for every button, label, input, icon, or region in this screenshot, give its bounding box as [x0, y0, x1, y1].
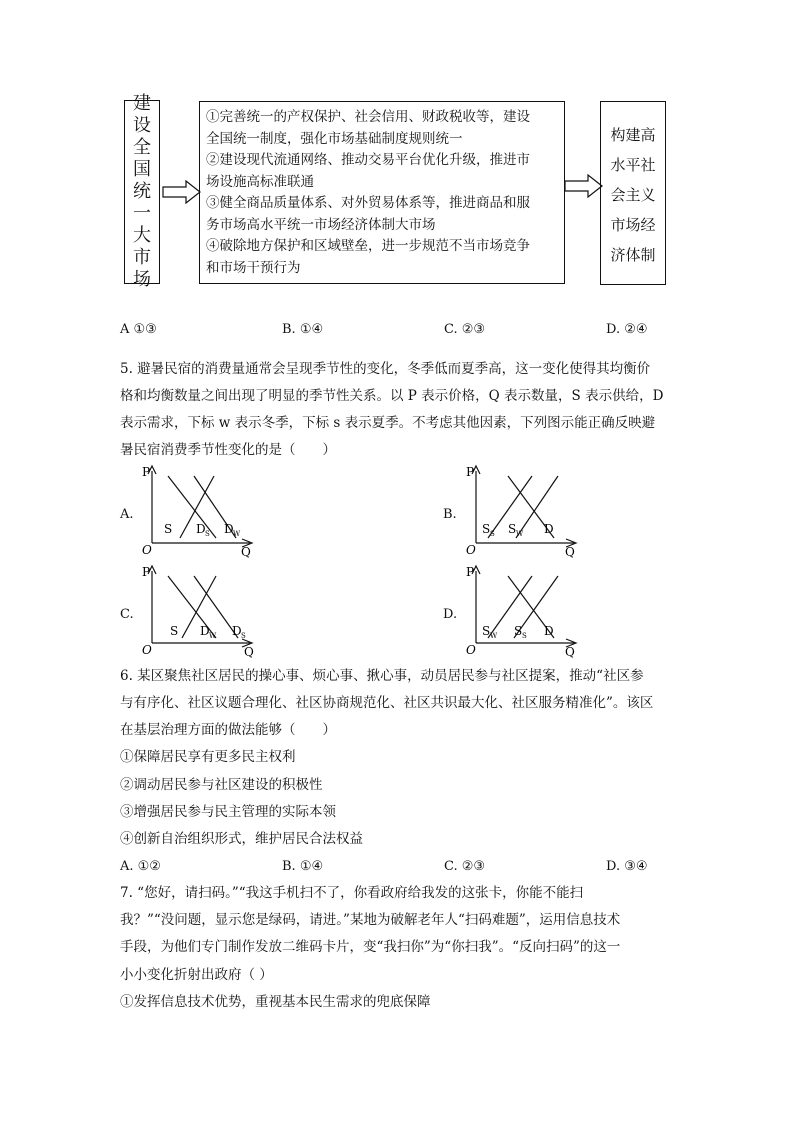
graph-b-label-2: S: [508, 522, 517, 536]
graph-a: [138, 463, 258, 558]
graph-a-letter: A.: [120, 507, 134, 522]
flow-arrow-right: [564, 174, 604, 198]
graph-b-sub-2: W: [516, 530, 524, 538]
graph-d-label-2: S: [514, 624, 523, 638]
graph-c-p-label: P: [142, 565, 151, 579]
flow-left-char: 一: [133, 203, 151, 224]
q6-line: ②调动居民参与社区建设的积极性: [120, 777, 323, 793]
q5-line: 表示需求，下标 w 表示冬季，下标 s 表示夏季。不考虑其他因素，下列图示能正确反映避: [120, 415, 656, 431]
flow-left-char: 统: [133, 181, 151, 202]
flow-right-line: 市场经: [610, 216, 656, 234]
q6-option-c: C. ②③: [444, 859, 486, 874]
q6-option-b: B. ①④: [282, 859, 324, 874]
graph-c-label-2: D: [200, 624, 210, 638]
q4-option-b: B. ①④: [282, 322, 324, 337]
flow-middle-line: 全国统一制度，强化市场基础制度规则统一: [206, 130, 463, 147]
graph-b-p-label: P: [466, 465, 475, 479]
flow-left-box: [124, 93, 160, 290]
graph-a-label-3: D: [224, 522, 234, 536]
flow-middle-line: 和市场干预行为: [206, 259, 301, 276]
q7-line: 我？”“没问题，显示您是绿码，请进。”某地为破解老年人“扫码难题”，运用信息技术: [120, 912, 621, 928]
flow-middle-line: 务市场高水平统一市场经济体制大市场: [206, 216, 436, 233]
graph-b-letter: B.: [443, 507, 457, 522]
flow-right-line: 水平社: [610, 156, 656, 174]
flow-left-char: 市: [133, 247, 151, 268]
graph-d-letter: D.: [443, 607, 458, 622]
graph-d-label-3: D: [544, 624, 554, 638]
flow-left-char: 场: [133, 269, 151, 290]
graph-a-label-2: D: [196, 522, 206, 536]
graph-a-q-label: Q: [241, 545, 251, 558]
q7-line: 7. “您好，请扫码。”“我这手机扫不了，你看政府给我发的这张卡，你能不能扫: [120, 885, 584, 901]
graph-c-label-1: S: [170, 624, 179, 638]
flow-arrow-left: [162, 180, 202, 204]
q6-line: ①保障居民享有更多民主权利: [120, 749, 296, 765]
graph-d-curve-1: [488, 576, 532, 638]
flow-middle-box: [199, 101, 565, 284]
graph-d-origin-label: O: [466, 643, 476, 657]
q6-option-a: A. ①②: [120, 859, 161, 874]
q6-option-d: D. ③④: [606, 859, 648, 874]
graph-c: [138, 563, 258, 658]
q7-line: ①发挥信息技术优势，重视基本民生需求的兜底保障: [120, 994, 431, 1010]
q4-option-d: D. ②④: [606, 322, 648, 337]
graph-a-origin-label: O: [142, 543, 152, 557]
graph-d-label-1: S: [482, 624, 491, 638]
graph-c-q-label: Q: [244, 645, 254, 658]
flow-left-char: 全: [133, 137, 151, 158]
graph-b-label-3: D: [544, 522, 554, 536]
q6-line: 在基层治理方面的做法能够（ ）: [120, 722, 336, 738]
flow-left-char: 国: [133, 159, 151, 180]
q5-line: 暑民宿消费季节性变化的是（ ）: [120, 442, 336, 458]
graph-c-letter: C.: [120, 607, 134, 622]
q5-line: 格和均衡数量之间出现了明显的季节性关系。以 P 表示价格，Q 表示数量，S 表示供给，D: [120, 388, 664, 404]
q4-option-a: A ①③: [120, 322, 157, 337]
flow-middle-line: ③健全商品质量体系、对外贸易体系等，推进商品和服: [206, 195, 530, 211]
graph-b: [462, 463, 582, 558]
graph-c-curve-3: [182, 576, 216, 638]
graph-d: [462, 563, 582, 658]
flow-middle-line: ①完善统一的产权保护、社会信用、财政税收等，建设: [206, 109, 530, 125]
graph-c-label-3: D: [232, 624, 242, 638]
graph-b-q-label: Q: [565, 545, 575, 558]
graph-a-label-1: S: [164, 522, 173, 536]
graph-a-p-label: P: [142, 465, 151, 479]
flow-left-char: 建: [133, 93, 151, 114]
q6-line: 6. 某区聚焦社区居民的操心事、烦心事、揪心事，动员居民参与社区提案，推动“社区参: [120, 668, 644, 684]
flow-middle-line: ④破除地方保护和区域壁垒，进一步规范不当市场竞争: [206, 238, 530, 254]
flow-right-line: 会主义: [610, 186, 656, 204]
graph-a-sub-3: W: [233, 530, 241, 538]
graph-d-sub-1: W: [490, 632, 498, 640]
flow-right-line: 济体制: [610, 246, 656, 264]
q4-option-c: C. ②③: [444, 322, 486, 337]
flow-left-char: 大: [133, 225, 151, 246]
graph-a-sub-2: S: [205, 530, 210, 538]
q7-line: 小小变化折射出政府（ ）: [120, 967, 273, 983]
flow-left-char: 设: [133, 115, 151, 136]
graph-d-p-label: P: [466, 565, 475, 579]
flow-right-box: [600, 101, 666, 285]
graph-c-sub-2: W: [209, 632, 217, 640]
graph-d-sub-2: S: [522, 632, 527, 640]
graph-d-q-label: Q: [565, 645, 575, 658]
q6-line: ④创新自治组织形式，维护居民合法权益: [120, 831, 363, 847]
graph-c-origin-label: O: [142, 643, 152, 657]
flow-middle-line: 场设施高标准联通: [206, 173, 314, 190]
graph-b-sub-1: S: [490, 530, 495, 538]
graph-c-sub-3: S: [241, 632, 246, 640]
graph-b-label-1: S: [482, 522, 491, 536]
flow-middle-line: ②建设现代流通网络、推动交易平台优化升级，推进市: [206, 152, 530, 168]
flow-right-line: 构建高: [610, 126, 656, 144]
q7-line: 手段，为他们专门制作发放二维码卡片，变“我扫你”为“你扫我”。“反向扫码”的这一: [120, 939, 621, 955]
q5-line: 5. 避暑民宿的消费量通常会呈现季节性的变化，冬季低而夏季高，这一变化使得其均衡价: [120, 361, 651, 377]
q6-line: ③增强居民参与民主管理的实际本领: [120, 804, 336, 820]
graph-b-origin-label: O: [466, 543, 476, 557]
q6-line: 与有序化、社区议题合理化、社区协商规范化、社区共识最大化、社区服务精准化”。该区: [120, 695, 654, 711]
